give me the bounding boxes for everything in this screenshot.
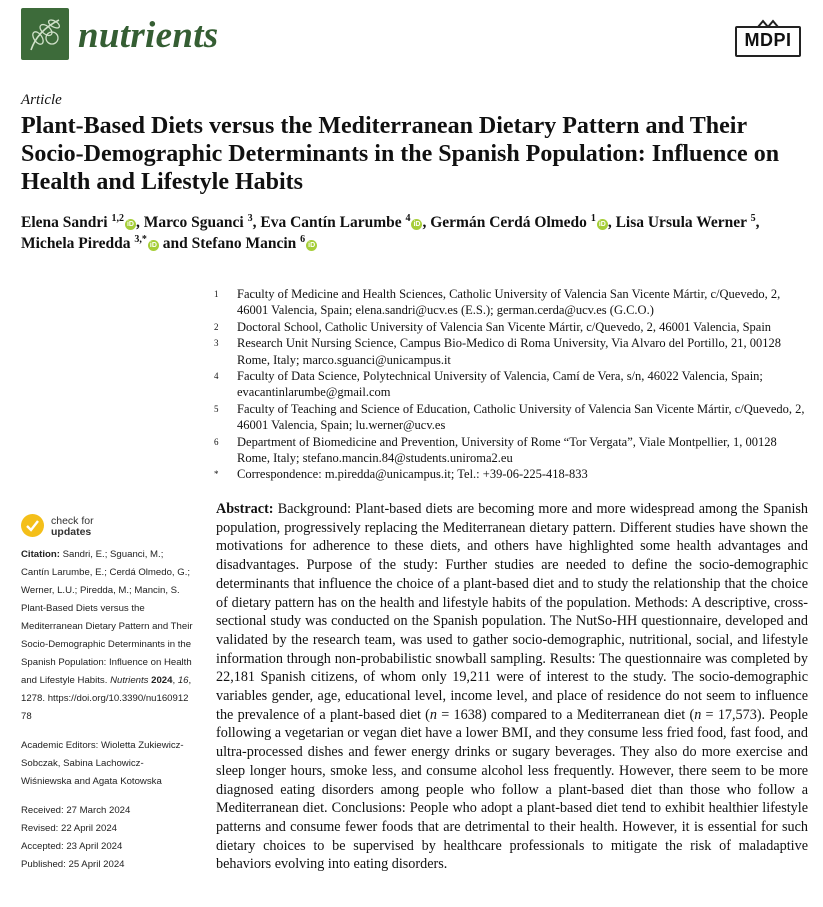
check-updates-label-bold: updates (51, 526, 92, 538)
article-type: Article (21, 92, 62, 108)
date-label: Published: (21, 859, 66, 870)
date-value: 25 April 2024 (68, 859, 125, 870)
author-list: Elena Sandri $^{1,2}$iD , Marco Sguanci $^3$, Eva Cantín Larumbe $^4$iD , Germán Cerdá Olmedo $^1$iD , Lisa Ursula Werner $^5$, Michela Piredda $^{3,*}$iD and Stefano Mancin $^6$iD (21, 212, 760, 252)
author-name: Elena Sandri (21, 214, 108, 231)
editors-label: Academic Editors: (21, 740, 99, 751)
author-affiliation-sup: 6 (300, 233, 306, 245)
affiliation-text: Doctoral School, Catholic University of Valencia San Vicente Mártir, c/Quevedo, 2, 46001 Valencia, Spain (237, 319, 772, 334)
leaf-icon (21, 8, 69, 60)
abstract (216, 500, 808, 874)
author-name: Marco Sguanci (143, 214, 244, 231)
orcid-icon[interactable]: iD (308, 242, 316, 249)
affiliation-text: Department of Biomedicine and Prevention, University of Rome “Tor Vergata”, Viale Montpellier, 1, 00128 Rome, Italy; stefano.mancin.84@students.uniroma2.eu (237, 434, 777, 466)
affiliation-text: Faculty of Data Science, Polytechnical University of Valencia, Camí de Vera, s/n, 46022 Valencia, Spain; evacantinlarumbe@gmail.com (237, 369, 763, 400)
affiliation-number: 6 (214, 436, 219, 447)
publisher-logo[interactable] (735, 26, 801, 57)
academic-editors (21, 737, 193, 791)
orcid-icon[interactable]: iD (126, 221, 134, 228)
author[interactable] (192, 235, 318, 252)
date-list (21, 802, 193, 874)
citation-authors: Sandri, E.; Sguanci, M.; Cantín Larumbe, E.; Cerdá Olmedo, G.; Werner, L.U.; Piredda, M.; Mancin, S. (21, 549, 191, 596)
abstract-label: Abstract: (216, 501, 274, 517)
check-for-updates[interactable] (21, 514, 181, 540)
citation-label: Citation: (21, 549, 60, 560)
sidebar (21, 546, 193, 874)
author-name: Lisa Ursula Werner (615, 214, 747, 231)
affiliation-number: 4 (214, 371, 219, 382)
date-value: 22 April 2024 (61, 823, 118, 834)
author[interactable] (21, 214, 136, 231)
author-affiliation-sup: 4 (405, 212, 411, 224)
affiliation-text: Faculty of Medicine and Health Sciences, Catholic University of Valencia San Vicente Mártir, c/Quevedo, 2, 46001 Valencia, Spain; elena.sandri@ucv.es (E.S.); german.cerda@ucv.es (G.C.O.) (237, 287, 781, 318)
check-updates-icon (21, 514, 44, 537)
publisher-name: MDPI (744, 30, 792, 50)
affiliation-text: Correspondence: m.piredda@unicampus.it; Tel.: +39-06-225-418-833 (237, 467, 588, 482)
orcid-icon[interactable]: iD (149, 242, 157, 249)
affiliation-list (212, 286, 812, 483)
affiliation-number: 5 (214, 403, 219, 414)
paper-title: Plant-Based Diets versus the Mediterranean Dietary Pattern and Their Socio-Demographic Determinants in the Spanish Population: Influence on Health and Lifestyle Habits (21, 113, 780, 195)
author-name: Stefano Mancin (191, 235, 297, 252)
affiliation-text: Faculty of Teaching and Science of Education, Catholic University of Valencia San Vicente Mártir, c/Quevedo, 2, 46001 Valencia, Spain; lu.werner@ucv.es (237, 401, 805, 433)
author[interactable] (430, 214, 608, 231)
publisher-mark-icon (757, 18, 779, 28)
date-value: 23 April 2024 (66, 841, 123, 852)
citation-pages: 1278. (21, 693, 46, 704)
author-affiliation-sup: 1,2 (111, 212, 124, 224)
citation-title: Plant-Based Diets versus the Mediterranean Dietary Pattern and Their Socio-Demographic Determinants in the Spanish Population: Influence on Health and Lifestyle Habits. (21, 603, 193, 686)
date-entry (21, 820, 193, 838)
affiliation-number: 2 (214, 321, 219, 332)
abstract-text-part3: = 17,573). People following a vegetarian or vegan diet have a lower BMI, and they consume less fried food, fast food, and ultra-processed dishes and fewer energy drinks or sugary beverages. They also do more exercise and sleep longer hours, smoke less, and consume alcohol less frequently. However, there seem to be more diagnosed eating disorders among people who follow a plant-based diet than those who follow a Mediterranean diet. Conclusions: People who adopt a plant-based diet tend to exhibit healthier lifestyle patterns and consume fewer foods that are detrimental to their health. However, it is essential for such dietary choices to be supervised by healthcare professionals to mitigate the risk of maladaptive behaviors evolving into eating disorders. (216, 706, 808, 873)
citation-doi[interactable]: https://doi.org/10.3390/nu16091278 (21, 693, 189, 722)
affiliation-text: Research Unit Nursing Science, Campus Bio-Medico di Roma University, Via Alvaro del Portillo, 21, 00128 Rome, Italy; marco.sguanci@unicampus.it (237, 336, 781, 367)
date-entry (21, 856, 193, 874)
abstract-n-var: n (694, 706, 702, 723)
affiliation (212, 368, 812, 401)
citation-volume: 16 (177, 675, 189, 686)
abstract-text-part2: = 1638) compared to a Mediterranean diet ( (436, 706, 695, 723)
date-entry (21, 838, 193, 856)
date-entry (21, 802, 193, 820)
affiliation (212, 466, 812, 482)
abstract-text-part1: Background: Plant-based diets are becoming more and more widespread among the Spanish population, progressively replacing the Mediterranean dietary pattern. Different studies have shown the motivations for adherence to these diets, and others have highlighted some health advantages and disadvantages. Purpose of the study: Further studies are needed to define the socio-demographic determinants that influence the choice of a plant-based diet and to study the relationship that the choice of dietary pattern has on the health and lifestyle habits of the population. Methods: A descriptive, cross-sectional study was conducted on the Spanish population. The NutSo-HH questionnaire, developed and validated by the research team, was used to gather socio-demographic, nutritional, social, and lifestyle information through non-probabilistic snowball sampling. Results: The questionnaire was completed by 22,181 Spanish citizens, of whom only 19,211 were of interest to the study. The socio-demographic variables gender, age, educational level, income level, and place of residence do not seem to influence the prevalence of a plant-based diet ( (216, 501, 809, 723)
date-label: Revised: (21, 823, 59, 834)
affiliation-number: * (214, 469, 219, 480)
author[interactable] (144, 214, 253, 231)
author-name: Michela Piredda (21, 235, 131, 252)
author-affiliation-sup: 3 (247, 212, 253, 224)
author-name: Eva Cantín Larumbe (260, 214, 402, 231)
affiliation (212, 434, 812, 467)
citation-year: 2024 (151, 675, 173, 686)
affiliation-number: 3 (214, 338, 219, 349)
affiliation (212, 401, 812, 434)
journal-logo (21, 8, 69, 60)
citation: Citation: Sandri, E.; Sguanci, M.; Cantín Larumbe, E.; Cerdá Olmedo, G.; Werner, L.U.; Piredda, M.; Mancin, S. Plant-Based Diets versus the Mediterranean Dietary Pattern and Their Socio-Demographic Determinants in the Spanish Population: Influence on Health and Lifestyle Habits. Nutrients 2024, 16, 1278. https://doi.org/10.3390/nu16091278 (21, 549, 193, 722)
editors-names: Wioletta Zukiewicz-Sobczak, Sabina Lachowicz-Wiśniewska and Agata Kotowska (21, 740, 184, 787)
author[interactable] (260, 214, 422, 231)
author[interactable] (21, 235, 159, 252)
author-affiliation-sup: 1 (590, 212, 596, 224)
date-value: 27 March 2024 (66, 805, 131, 816)
journal-name[interactable]: nutrients (78, 15, 219, 56)
date-label: Received: (21, 805, 64, 816)
orcid-icon[interactable]: iD (598, 221, 606, 228)
author-affiliation-sup: 3,* (134, 233, 147, 245)
check-updates-label: check for (51, 515, 94, 527)
affiliation (212, 286, 812, 319)
citation-journal: Nutrients (110, 675, 149, 686)
abstract-n-var: n (429, 706, 437, 723)
author-name: Germán Cerdá Olmedo (430, 214, 587, 231)
author-affiliation-sup: 5 (750, 212, 756, 224)
orcid-icon[interactable]: iD (413, 221, 421, 228)
affiliation (212, 319, 812, 335)
affiliation (212, 335, 812, 368)
affiliation-number: 1 (214, 289, 219, 299)
author[interactable] (616, 214, 756, 231)
date-label: Accepted: (21, 841, 64, 852)
